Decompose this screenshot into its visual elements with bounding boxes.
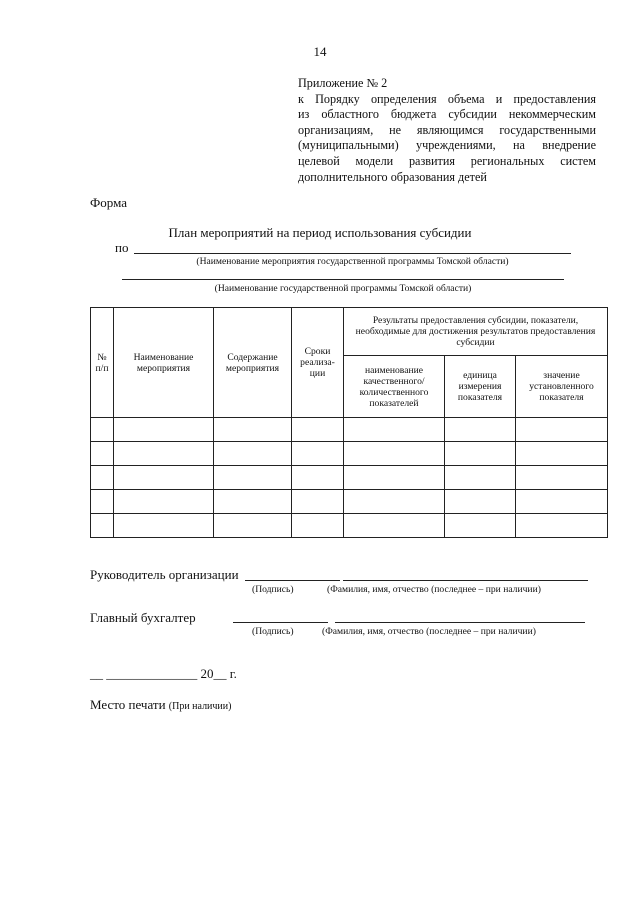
table-row: [91, 514, 608, 538]
table-cell[interactable]: [114, 418, 214, 442]
measure-name-line[interactable]: [134, 253, 571, 254]
table-cell[interactable]: [214, 466, 292, 490]
program-name-line[interactable]: [122, 279, 564, 280]
table-cell[interactable]: [292, 514, 344, 538]
program-name-caption: (Наименование государственной программы Томской области): [214, 283, 472, 294]
accountant-name-caption: (Фамилия, имя, отчество (последнее – при наличии): [322, 626, 536, 637]
page-number: 14: [313, 44, 327, 59]
table-cell[interactable]: [344, 442, 445, 466]
stamp-label: Место печати: [90, 697, 166, 712]
table-cell[interactable]: [445, 490, 516, 514]
table-cell[interactable]: [516, 466, 608, 490]
accountant-signature-caption: (Подпись): [252, 626, 294, 637]
appendix-line: дополнительного образования детей: [298, 169, 487, 184]
head-label: Руководитель организации: [90, 567, 239, 582]
appendix-header: [298, 76, 596, 185]
appendix-line: (муниципальными) учреждениями, на внедрение: [298, 138, 596, 153]
header-num: № п/п: [91, 308, 114, 418]
table-cell[interactable]: [344, 418, 445, 442]
po-label: по: [115, 240, 129, 255]
table-cell[interactable]: [91, 442, 114, 466]
head-signature-line[interactable]: [245, 580, 340, 581]
table-row: [91, 442, 608, 466]
table-cell[interactable]: [292, 490, 344, 514]
table-cell[interactable]: [214, 490, 292, 514]
appendix-line: к Порядку определения объема и предоставления: [298, 91, 596, 106]
table-row: [91, 490, 608, 514]
table-cell[interactable]: [292, 466, 344, 490]
subheader-value: значение установленного показателя: [516, 356, 608, 418]
table-cell[interactable]: [445, 418, 516, 442]
table-cell[interactable]: [214, 442, 292, 466]
plan-table: [90, 307, 608, 538]
table-cell[interactable]: [516, 514, 608, 538]
table-cell[interactable]: [516, 418, 608, 442]
header-name: Наименование мероприятия: [114, 308, 214, 418]
table-header-row: [91, 308, 608, 356]
table-cell[interactable]: [344, 490, 445, 514]
table-cell[interactable]: [344, 466, 445, 490]
form-label: Форма: [90, 195, 127, 210]
appendix-line: организациям, не являющимся государственными: [298, 122, 596, 137]
subheader-unit: единица измерения показателя: [445, 356, 516, 418]
accountant-signature-line[interactable]: [233, 622, 328, 623]
table-cell[interactable]: [344, 514, 445, 538]
table-cell[interactable]: [292, 418, 344, 442]
table-cell[interactable]: [516, 442, 608, 466]
head-name-caption: (Фамилия, имя, отчество (последнее – при наличии): [327, 584, 541, 595]
subheader-indicator: наименование качественного/ количественного показателей: [344, 356, 445, 418]
appendix-line: из областного бюджета субсидии некоммерческим: [298, 107, 596, 122]
appendix-line: целевой модели развития региональных систем: [298, 153, 596, 168]
table-cell[interactable]: [91, 418, 114, 442]
appendix-title: Приложение № 2: [298, 76, 388, 90]
table-cell[interactable]: [516, 490, 608, 514]
plan-title: План мероприятий на период использования субсидии: [168, 225, 472, 240]
stamp-note: (При наличии): [168, 701, 232, 712]
table-cell[interactable]: [445, 514, 516, 538]
accountant-name-line[interactable]: [335, 622, 585, 623]
head-name-line[interactable]: [343, 580, 588, 581]
measure-name-caption: (Наименование мероприятия государственной программы Томской области): [196, 256, 509, 267]
table-row: [91, 418, 608, 442]
accountant-label: Главный бухгалтер: [90, 610, 196, 625]
table-cell[interactable]: [214, 514, 292, 538]
table-cell[interactable]: [91, 466, 114, 490]
head-signature-caption: (Подпись): [252, 584, 294, 595]
table-cell[interactable]: [91, 490, 114, 514]
table-cell[interactable]: [114, 466, 214, 490]
header-results: Результаты предоставления субсидии, показатели, необходимые для достижения результатов предоставления субсидии: [344, 308, 608, 356]
date-line[interactable]: __ ______________ 20__ г.: [90, 666, 237, 681]
table-cell[interactable]: [445, 442, 516, 466]
table-cell[interactable]: [445, 466, 516, 490]
table-cell[interactable]: [114, 490, 214, 514]
table-cell[interactable]: [91, 514, 114, 538]
table-cell[interactable]: [214, 418, 292, 442]
header-content: Содержание мероприятия: [214, 308, 292, 418]
header-terms: Сроки реализа-ции: [292, 308, 344, 418]
table-row: [91, 466, 608, 490]
table-cell[interactable]: [114, 442, 214, 466]
table-cell[interactable]: [114, 514, 214, 538]
stamp-block: [90, 697, 231, 713]
table-cell[interactable]: [292, 442, 344, 466]
